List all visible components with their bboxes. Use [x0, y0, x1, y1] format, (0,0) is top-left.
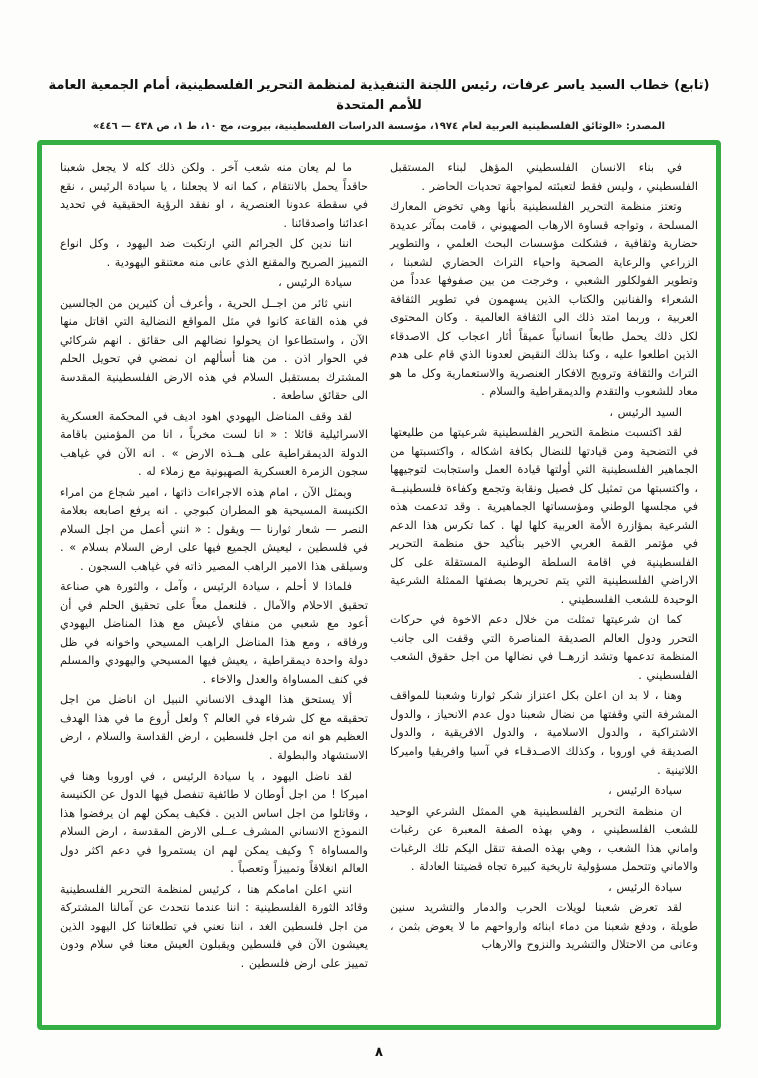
page-number: ٨ [375, 1045, 383, 1060]
text-column-right [390, 159, 698, 1011]
paragraph: لقد ناضل اليهود ، يا سيادة الرئيس ، في اوروبا وهنا في اميركا ! من اجل أوطان لا طائفية تنفصل فيها الدول عن الكنيسة ، وقاتلوا من اجل اساس الدين . فكيف يمكن لهم ان يرفضوا هذا النموذج الانساني المشرف عــلى الارض المقدسة ، ارض السلام والمساواة ؟ وكيف يمكن لهم ان يستمروا في دعم اكثر دول العالم انغلاقاً وتمييزاً وتعصباً . [60, 769, 368, 876]
green-border-frame [37, 140, 721, 1030]
paragraph: السيد الرئيس ، [609, 405, 682, 419]
paragraph: سيادة الرئيس ، [608, 880, 682, 894]
paragraph: سيادة الرئيس ، [278, 276, 352, 290]
paragraph: انني ثائر من اجــل الحرية ، وأعرف أن كثيرين من الجالسين في هذه القاعة كانوا في مثل المواقع النضالية التي اقاتل منها الآن ، واستطاعوا ان يحولوا نضالهم الى حقائق . انهم شركائي في الحوار اذن . من هنا أسألهم ان نمضي في تحويل الحلم المشترك بمستقبل السلام في هذه الارض الفلسطينية المقدسة الى حقائق ساطعة . [60, 296, 368, 403]
page-title: (تابع) خطاب السيد ياسر عرفات، رئيس اللجنة التنفيذية لمنظمة التحرير الفلسطينية، أمام الجمعية العامة للأمم المتحدة [48, 78, 710, 113]
document-header [0, 0, 758, 132]
paragraph: فلماذا لا أحلم ، سيادة الرئيس ، وآمل ، والثورة هي صناعة تحقيق الاحلام والآمال . فلنعمل معاً على تحقيق الحلم في أن أعود مع شعبي من منفاي لأعيش مع هذا المناضل اليهودي ورفاقه ، ومع هذا المناضل الراهب المسيحي واخوانه في ظل دولة واحدة ديمقراطية ، يعيش فيها المسيحي واليهودي والمسلم في كنف المساواة والعدل والاخاء . [60, 580, 368, 686]
paragraph: في بناء الانسان الفلسطيني المؤهل لبناء المستقبل الفلسطيني ، وليس فقط لتعبئته لمواجهة تحديات الحاضر . [390, 161, 698, 193]
two-column-text [60, 159, 698, 1011]
paragraph: كما ان شرعيتها تمثلت من خلال دعم الاخوة في حركات التحرر ودول العالم الصديقة المناصرة التي وقفت الى جانب المنظمة تدعمها وتشد ازرهــا في نضالها من اجل حقوق الشعب الفلسطيني . [390, 613, 698, 682]
paragraph: لقد وقف المناضل اليهودي اهود اديف في المحكمة العسكرية الاسرائيلية قائلا : « انا لست مخرباً ، انا من المؤمنين باقامة الدولة الديمقراطية على هــذه الارض » . انه الآن في غياهب سجون الزمرة العسكرية الصهيونية مع زملاء له . [60, 409, 368, 479]
paragraph: ما لم يعان منه شعب آخر . ولكن ذلك كله لا يجعل شعبنا حاقداً يحمل بالانتقام ، كما انه لا يجعلنا ، يا سيادة الرئيس ، نقع في سقطة عدونا العنصرية ، او نفقد الرؤية الحقيقية في تحديد اعدائنا واصدقائنا . [60, 161, 368, 230]
text-column-left [60, 159, 368, 1011]
paragraph: وتعتز منظمة التحرير الفلسطينية بأنها وهي تخوض المعارك المسلحة ، وتواجه قساوة الارهاب الصهيوني ، قامت بمآثر عديدة حضارية وثقافية ، فشكلت مؤسسات البحث العلمي ، والتطوير الزراعي والرعاية الصحية واحياء التراث الحضاري لشعبنا ، وتطوير الفولكلور الشعبي ، وخرجت من بين صفوفها عدداً من الشعراء والفنانين والكتاب الذين يسهمون في تطوير الثقافة العربية ، وربما امتد ذلك الى الثقافة العالمية . وكان المحتوى لكل ذلك يحمل طابعاً انسانياً عميقاً أثار اعجاب كل الاصدقاء الذين اطلعوا عليه ، وكنا بذلك النقيض لعدونا الذي قام على هدم التراث والثقافة وترويج الافكار العنصرية والاستعمارية وكل ما هو معاد للشعوب والتقدم والديمقراطية والسلام . [390, 200, 698, 399]
paragraph: وهنا ، لا بد ان اعلن بكل اعتزاز شكر ثوارنا وشعبنا للمواقف المشرفة التي وقفتها من نضال شعبنا دول عدم الانحياز ، والدول الاشتراكية ، والدول الاسلامية ، والدول الافريقية ، والدول الصديقة في اوروبا ، وكذلك الاصـدقـاء في آسيا وافريقيا واميركا اللاتينية . [390, 689, 698, 777]
paragraph: ان منظمة التحرير الفلسطينية هي الممثل الشرعي الوحيد للشعب الفلسطيني ، وهي بهذه الصفة المعبرة عن رغبات واماني هذا الشعب ، وهي بهذه الصفة تنقل اليكم تلك الرغبات والاماني وتتحمل مسؤولية تاريخية كبيرة تجاه قضيتنا العادلة . [390, 804, 698, 874]
paragraph: لقد اكتسبت منظمة التحرير الفلسطينية شرعيتها من طليعتها في التضحية ومن قيادتها للنضال بكافة اشكاله ، واكتسبتها من الجماهير الفلسطينية التي أولتها قيادة العمل واستجابت لتوجيهها ، واكتسبتها من تمثيل كل فصيل ونقابة وتجمع وكفاءة فلسطينيــة في مجلسها الوطني ومؤسساتها الجماهيرية . وقد تدعمت هذه الشرعية بمؤازرة الأمة العربية كلها لها . كما تكرس هذا الدعم في مؤتمر القمة العربي الاخير بتأكيد حق منظمة التحرير الفلسطينية في اقامة السلطة الوطنية المستقلة على كل الاراضي الفلسطينية التي يتم تحريرها بصفتها الممثلة الشرعية الوحيدة للشعب الفلسطيني . [390, 426, 698, 606]
paragraph: اننا ندين كل الجرائم التي ارتكبت ضد اليهود ، وكل انواع التمييز الصريح والمقنع الذي عانى منه معتنقو اليهودية . [60, 237, 368, 269]
paragraph: انني اعلن امامكم هنا ، كرئيس لمنظمة التحرير الفلسطينية وقائد الثورة الفلسطينية : اننا عندما نتحدث عن آمالنا المشتركة من اجل فلسطين الغد ، اننا نعني في تطلعاتنا كل اليهود الذين يعيشون الآن في فلسطين ويقبلون العيش معنا في سلام ودون تمييز على ارض فلسطين . [60, 882, 368, 970]
source-line: المصدر: «الوثائق الفلسطينية العربية لعام ١٩٧٤، مؤسسة الدراسات الفلسطينية، بيروت، مج ١٠، ط ١، ص ٤٣٨ — ٤٤٦» [92, 121, 666, 132]
paragraph: لقد تعرض شعبنا لويلات الحرب والدمار والتشريد سنين طويلة ، ودفع شعبنا من دماء ابنائه وارواحهم ما لا يعوض بثمن ، وعانى من الاحتلال والتشريد والنزوح والارهاب [390, 901, 698, 952]
paragraph: ألا يستحق هذا الهدف الانساني النبيل ان اناضل من اجل تحقيقه مع كل شرفاء في العالم ؟ ولعل أروع ما في هذا الهدف العظيم هو انه من اجل فلسطين ، ارض القداسة والسلام ، ارض الاستشهاد والبطولة . [60, 693, 368, 762]
paragraph: سيادة الرئيس ، [608, 784, 682, 798]
paragraph: ويمثل الآن ، امام هذه الاجراءات ذاتها ، امير شجاع من امراء الكنيسة المسيحية هو المطران كبوجي . انه يرفع اصابعه بعلامة النصر — شعار ثوارنا — ويقول : « انني أعمل من اجل السلام في فلسطين ، ليعيش الجميع فيها على ارض السلام بسلام » . وسيلقى هذا الامير الراهب المصير ذاته في غياهب السجون . [60, 485, 368, 573]
